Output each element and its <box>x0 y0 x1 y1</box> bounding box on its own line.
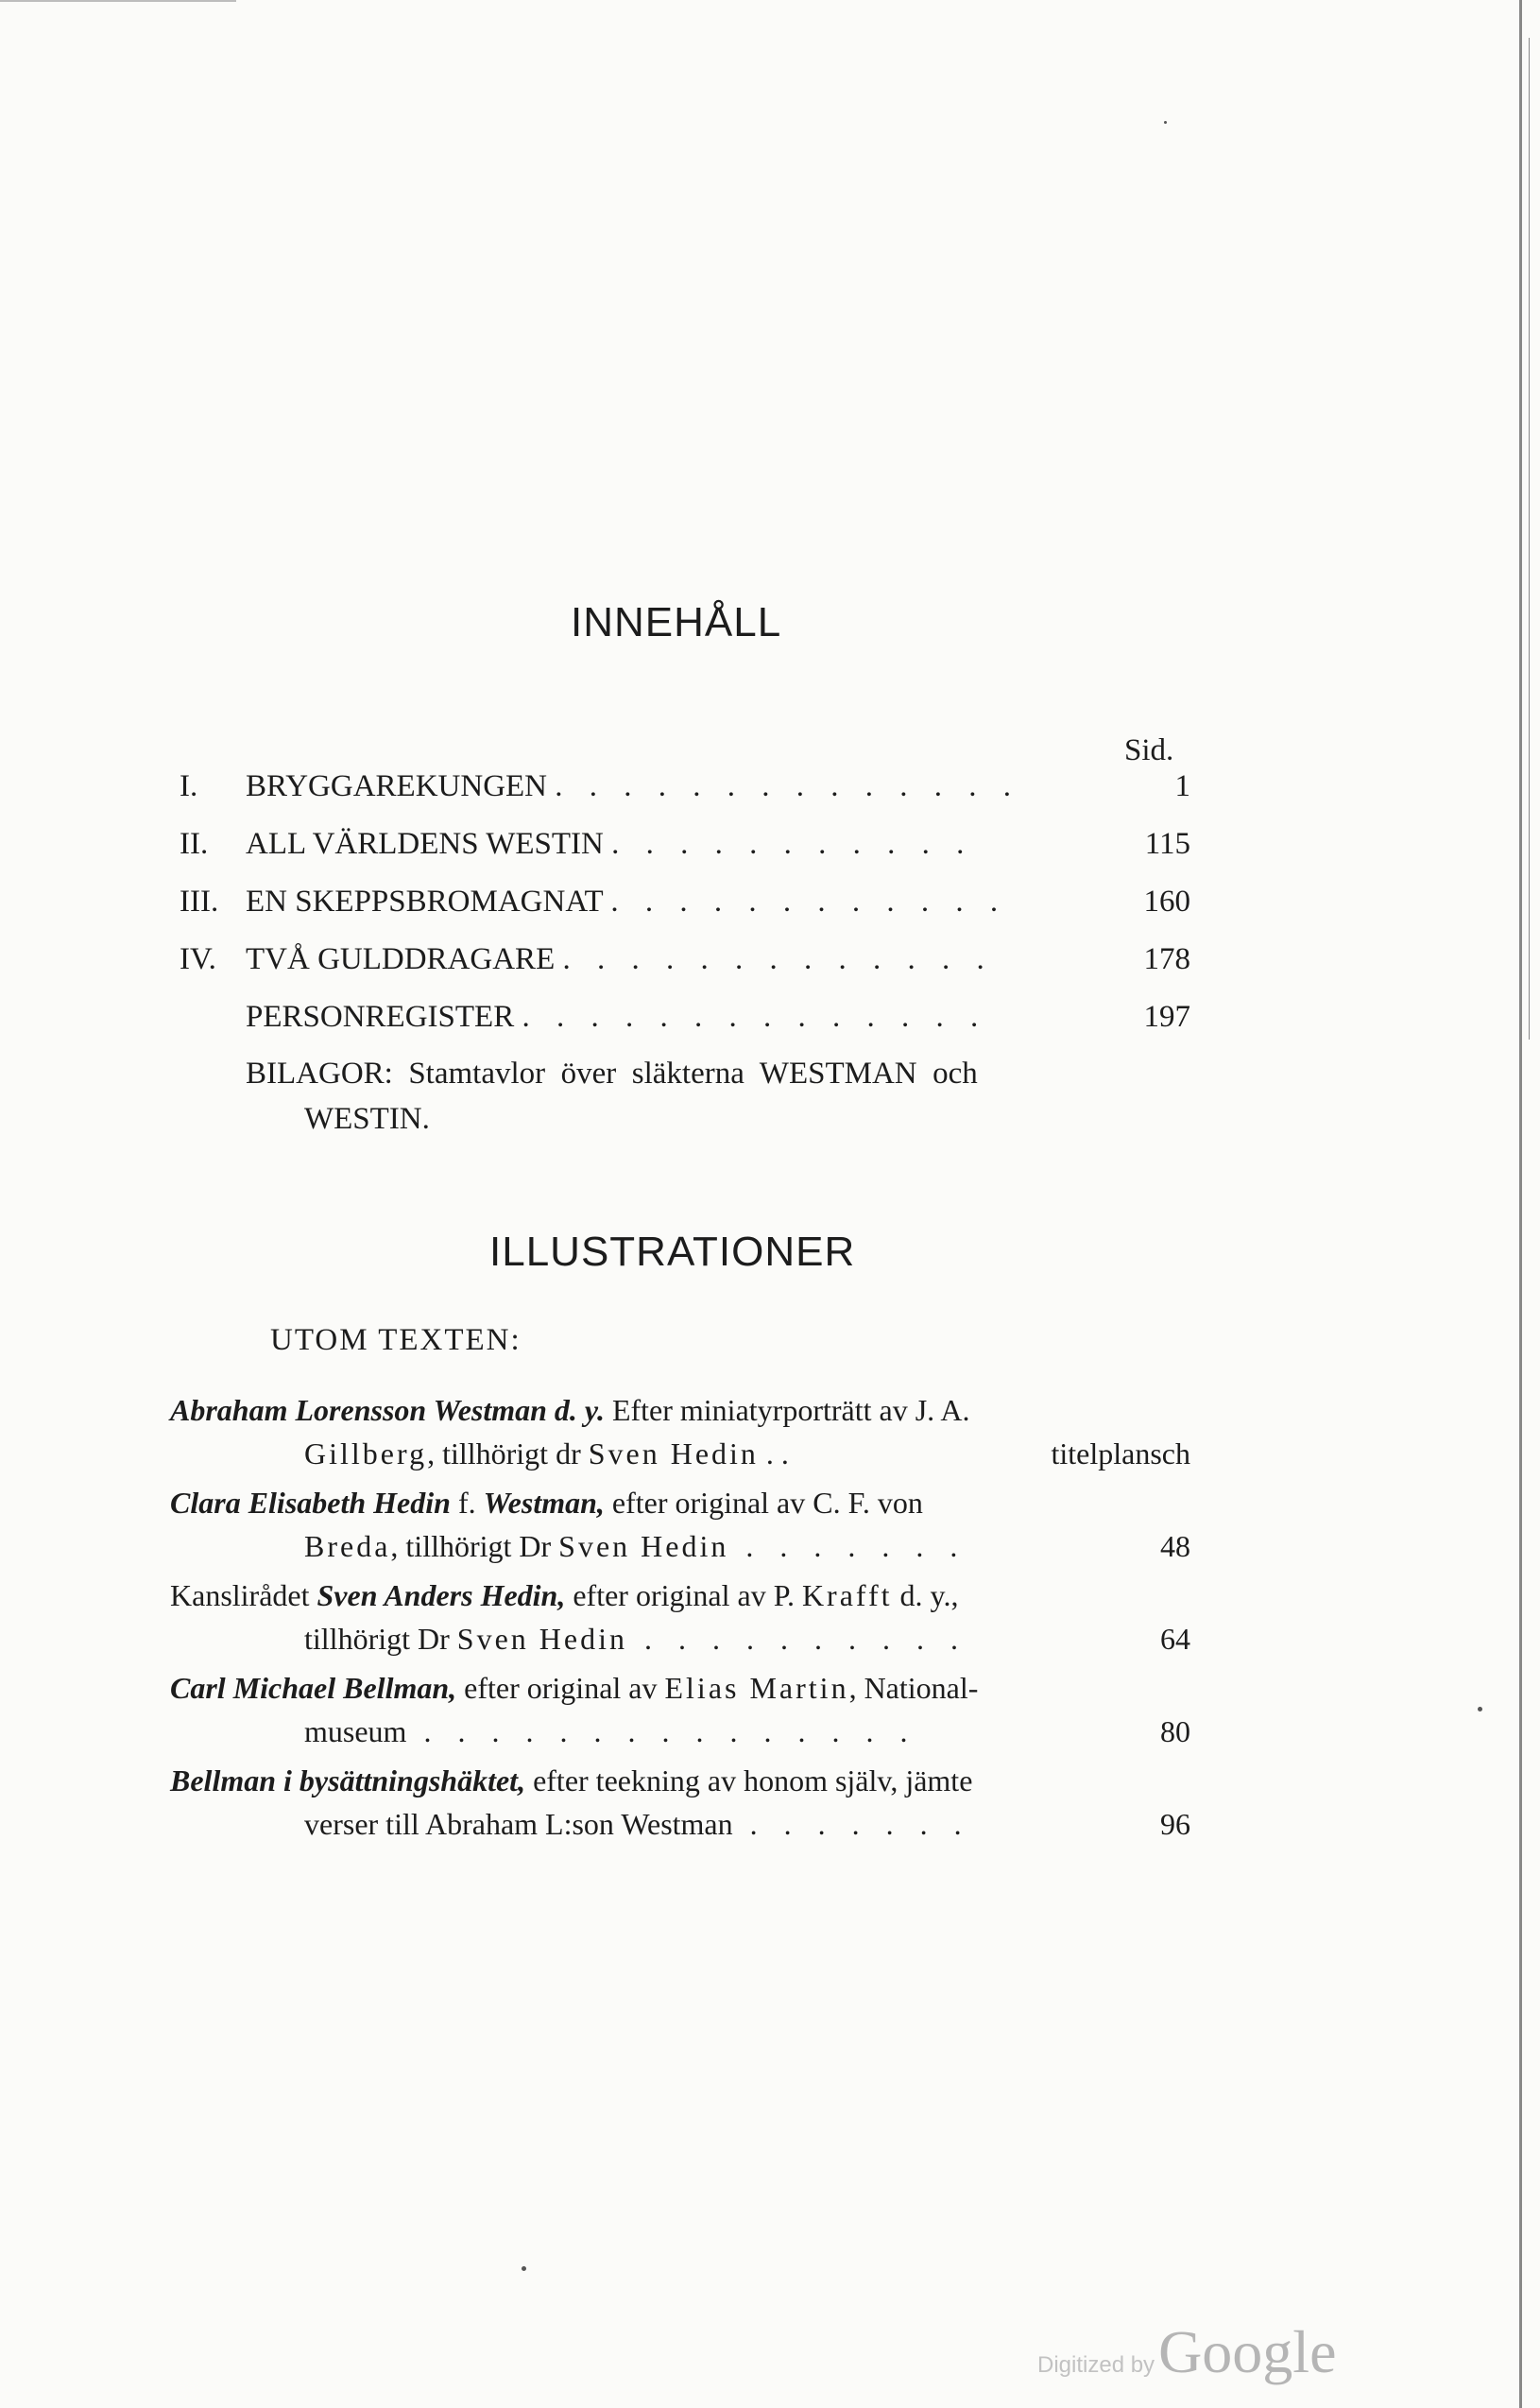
page-edge-top <box>0 0 236 2</box>
toc-title: EN SKEPPSBROMAGNAT . . . . . . . . . . . . <box>246 885 1008 919</box>
google-logo: Google <box>1158 2318 1337 2385</box>
illustration-line-1: Kanslirådet Sven Anders Hedin, efter original av P. Krafft d. y., <box>170 1578 959 1612</box>
illustration-line-2: tillhörigt Dr Sven Hedin . . . . . . . . . . <box>304 1622 967 1656</box>
toc-title: ALL VÄRLDENS WESTIN . . . . . . . . . . . <box>246 827 974 861</box>
illustration-line-2: Breda, tillhörigt Dr Sven Hedin . . . . . . . <box>304 1529 967 1563</box>
illustration-page: 64 <box>1160 1622 1190 1656</box>
contents-title: INNEHÅLL <box>571 599 782 645</box>
contents-list <box>180 769 1190 1043</box>
illustration-line-2: museum . . . . . . . . . . . . . . . <box>304 1714 917 1748</box>
illustration-page: titelplansch <box>1051 1436 1190 1471</box>
illustration-line-2: Gillberg, tillhörigt dr Sven Hedin . . <box>304 1436 789 1471</box>
illustrations-list <box>170 1393 1190 1847</box>
toc-title: BRYGGAREKUNGEN . . . . . . . . . . . . . . <box>246 769 1021 803</box>
illustration-page: 80 <box>1160 1714 1190 1748</box>
illustration-line-1: Clara Elisabeth Hedin f. Westman, efter original av C. F. von <box>170 1486 923 1520</box>
watermark-digitized-text: Digitized by <box>1037 2352 1155 2378</box>
bilagor-line-1: BILAGOR: Stamtavlor över släkterna WESTMAN och <box>246 1057 978 1091</box>
toc-roman: III. <box>180 885 219 919</box>
illustration-page: 48 <box>1160 1529 1190 1563</box>
illustration-line-1: Abraham Lorensson Westman d. y. Efter miniatyrporträtt av J. A. <box>170 1393 970 1427</box>
toc-page: 115 <box>1144 827 1190 861</box>
illustration-line-2: verser till Abraham L:son Westman . . . . . . . <box>304 1807 971 1841</box>
scan-speck <box>1478 1707 1482 1711</box>
bilagor-line-2: WESTIN. <box>304 1102 430 1136</box>
toc-page: 1 <box>1174 769 1190 803</box>
illustration-entry[interactable] <box>170 1393 1190 1488</box>
toc-title: PERSONREGISTER . . . . . . . . . . . . . . <box>246 1000 988 1034</box>
illustration-page: 96 <box>1160 1807 1190 1841</box>
toc-page: 197 <box>1143 1000 1190 1034</box>
illustration-entry[interactable] <box>170 1763 1190 1858</box>
toc-roman: II. <box>180 827 209 861</box>
toc-title: TVÅ GULDDRAGARE . . . . . . . . . . . . . <box>246 942 994 976</box>
illustration-line-1: Carl Michael Bellman, efter original av Elias Martin, National- <box>170 1671 979 1705</box>
toc-page: 178 <box>1143 942 1190 976</box>
illustration-line-1: Bellman i bysättningshäktet, efter teekning av honom själv, jämte <box>170 1763 973 1797</box>
scan-speck <box>1164 121 1167 124</box>
illustration-entry[interactable] <box>170 1671 1190 1765</box>
toc-page: 160 <box>1143 885 1190 919</box>
page-column-label: Sid. <box>1124 733 1174 767</box>
scan-speck <box>522 2266 526 2271</box>
illustrations-subtitle: UTOM TEXTEN: <box>270 1323 522 1357</box>
illustration-entry[interactable] <box>170 1578 1190 1673</box>
page-edge-right <box>1519 0 1522 2408</box>
page-edge-right-line <box>1529 38 1530 1040</box>
toc-roman: I. <box>180 769 198 803</box>
illustrations-title: ILLUSTRATIONER <box>489 1229 856 1275</box>
illustration-entry[interactable] <box>170 1486 1190 1580</box>
digitized-by-google-watermark <box>1037 2317 1336 2387</box>
toc-roman: IV. <box>180 942 216 976</box>
